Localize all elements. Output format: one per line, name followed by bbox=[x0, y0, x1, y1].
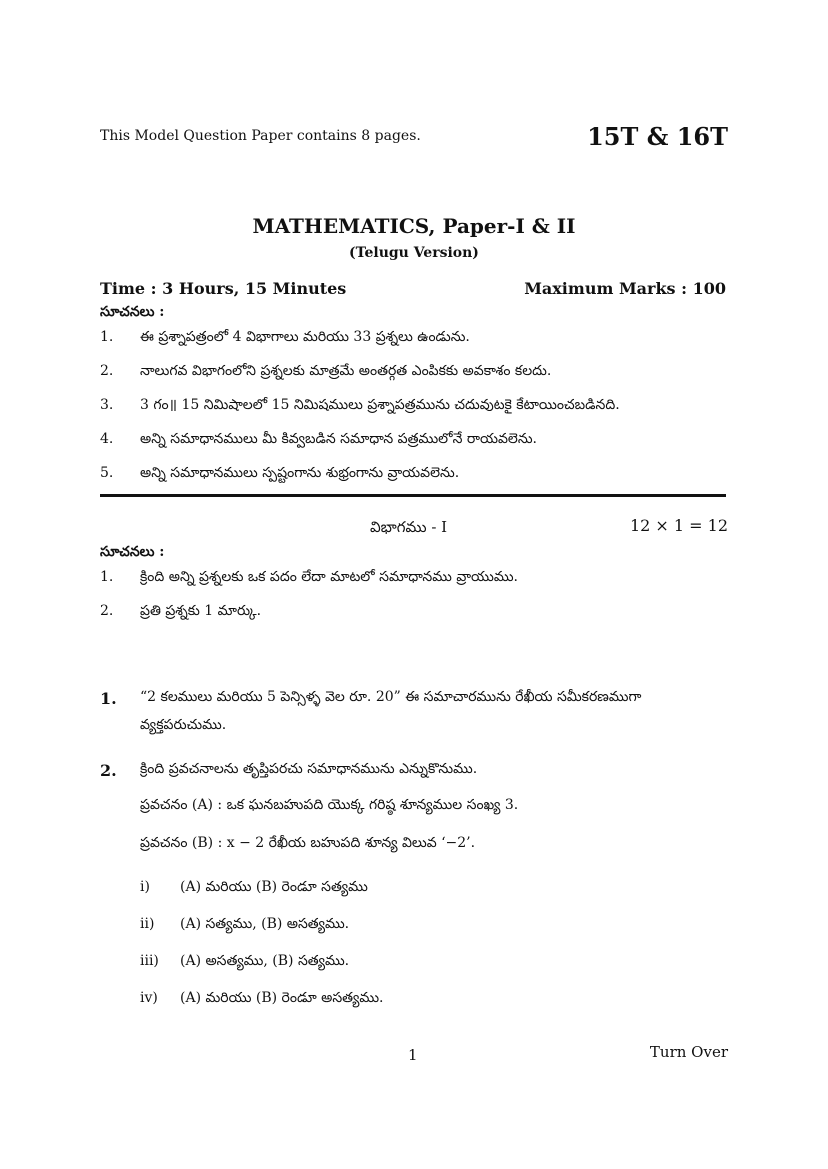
instruction-item bbox=[0, 603, 828, 637]
section-marks: 12 × 1 = 12 bbox=[629, 516, 728, 535]
page-number: 1 bbox=[408, 1046, 418, 1064]
item-text: క్రింది అన్ని ప్రశ్నలకు ఒక పదం లేదా మాటలో సమాధానము వ్రాయుము. bbox=[140, 569, 518, 585]
item-number: 5. bbox=[100, 465, 114, 481]
question-text: “2 కలములు మరియు 5 పెన్సిళ్ళ వెల రూ. 20” ఈ సమాచారమును రేఖీయ సమీకరణముగా bbox=[140, 689, 642, 705]
turn-over-note: Turn Over bbox=[649, 1043, 728, 1061]
page-count-note: This Model Question Paper contains 8 pages. bbox=[100, 128, 421, 144]
option-number: iii) bbox=[140, 953, 159, 969]
question-1 bbox=[0, 689, 828, 749]
question-number: 2. bbox=[100, 761, 117, 780]
section-instructions-heading: సూచనలు : bbox=[100, 544, 165, 560]
question-number: 1. bbox=[100, 689, 117, 708]
option-number: i) bbox=[140, 879, 150, 895]
question-text: వ్యక్తపరుచుము. bbox=[140, 717, 227, 733]
option-text: (A) అసత్యము, (B) సత్యము. bbox=[180, 953, 350, 969]
statement-a: ప్రవచనం (A) : ఒక ఘనబహుపది యొక్క గరిష్ఠ శూన్యముల సంఖ్య 3. bbox=[140, 797, 519, 813]
instruction-item bbox=[0, 569, 828, 603]
item-text: నాలుగవ విభాగంలోని ప్రశ్నలకు మాత్రమే అంతర్గత ఎంపికకు అవకాశం కలదు. bbox=[140, 363, 552, 379]
option-text: (A) మరియు (B) రెండూ సత్యము bbox=[180, 879, 368, 895]
options-list bbox=[0, 879, 828, 1027]
item-number: 1. bbox=[100, 329, 114, 345]
item-text: ప్రతి ప్రశ్నకు 1 మార్కు. bbox=[140, 603, 262, 619]
item-number: 4. bbox=[100, 431, 114, 447]
instruction-item bbox=[0, 363, 828, 397]
item-text: అన్ని సమాధానములు స్పష్టంగాను శుభ్రంగాను వ్రాయవలెను. bbox=[140, 465, 460, 481]
option-item bbox=[0, 990, 828, 1027]
option-item bbox=[0, 953, 828, 990]
item-number: 1. bbox=[100, 569, 114, 585]
section-title: విభాగము - I bbox=[370, 518, 448, 536]
option-item bbox=[0, 879, 828, 916]
item-number: 3. bbox=[100, 397, 114, 413]
option-text: (A) సత్యము, (B) అసత్యము. bbox=[180, 916, 350, 932]
statement-b: ప్రవచనం (B) : x − 2 రేఖీయ బహుపది శూన్య విలువ ‘−2’. bbox=[140, 835, 476, 851]
section-divider bbox=[100, 494, 726, 497]
instructions-list bbox=[0, 329, 828, 499]
instruction-item bbox=[0, 431, 828, 465]
item-text: ఈ ప్రశ్నాపత్రంలో 4 విభాగాలు మరియు 33 ప్రశ్నలు ఉండును. bbox=[140, 329, 470, 345]
option-number: ii) bbox=[140, 916, 155, 932]
item-text: 3 గం॥ 15 నిమిషాలలో 15 నిమిషములు ప్రశ్నాపత్రమును చదువుటకై కేటాయించబడినది. bbox=[140, 397, 620, 413]
instruction-item bbox=[0, 397, 828, 431]
item-text: అన్ని సమాధానములు మీ కివ్వబడిన సమాధాన పత్రములోనే రాయవలెను. bbox=[140, 431, 537, 447]
question-2 bbox=[0, 761, 828, 1021]
option-text: (A) మరియు (B) రెండూ అసత్యము. bbox=[180, 990, 384, 1006]
paper-subtitle: (Telugu Version) bbox=[349, 245, 479, 261]
question-text: క్రింది ప్రవచనాలను తృప్తిపరచు సమాధానమును ఎన్నుకొనుము. bbox=[140, 761, 478, 777]
paper-code: 15T & 16T bbox=[587, 122, 728, 151]
option-number: iv) bbox=[140, 990, 158, 1006]
paper-title: MATHEMATICS, Paper-I & II bbox=[252, 214, 576, 238]
maximum-marks: Maximum Marks : 100 bbox=[524, 279, 726, 298]
instructions-heading: సూచనలు : bbox=[100, 304, 165, 320]
item-number: 2. bbox=[100, 603, 114, 619]
time-allowed: Time : 3 Hours, 15 Minutes bbox=[100, 279, 347, 298]
instruction-item bbox=[0, 329, 828, 363]
section-instructions bbox=[0, 569, 828, 637]
option-item bbox=[0, 916, 828, 953]
item-number: 2. bbox=[100, 363, 114, 379]
